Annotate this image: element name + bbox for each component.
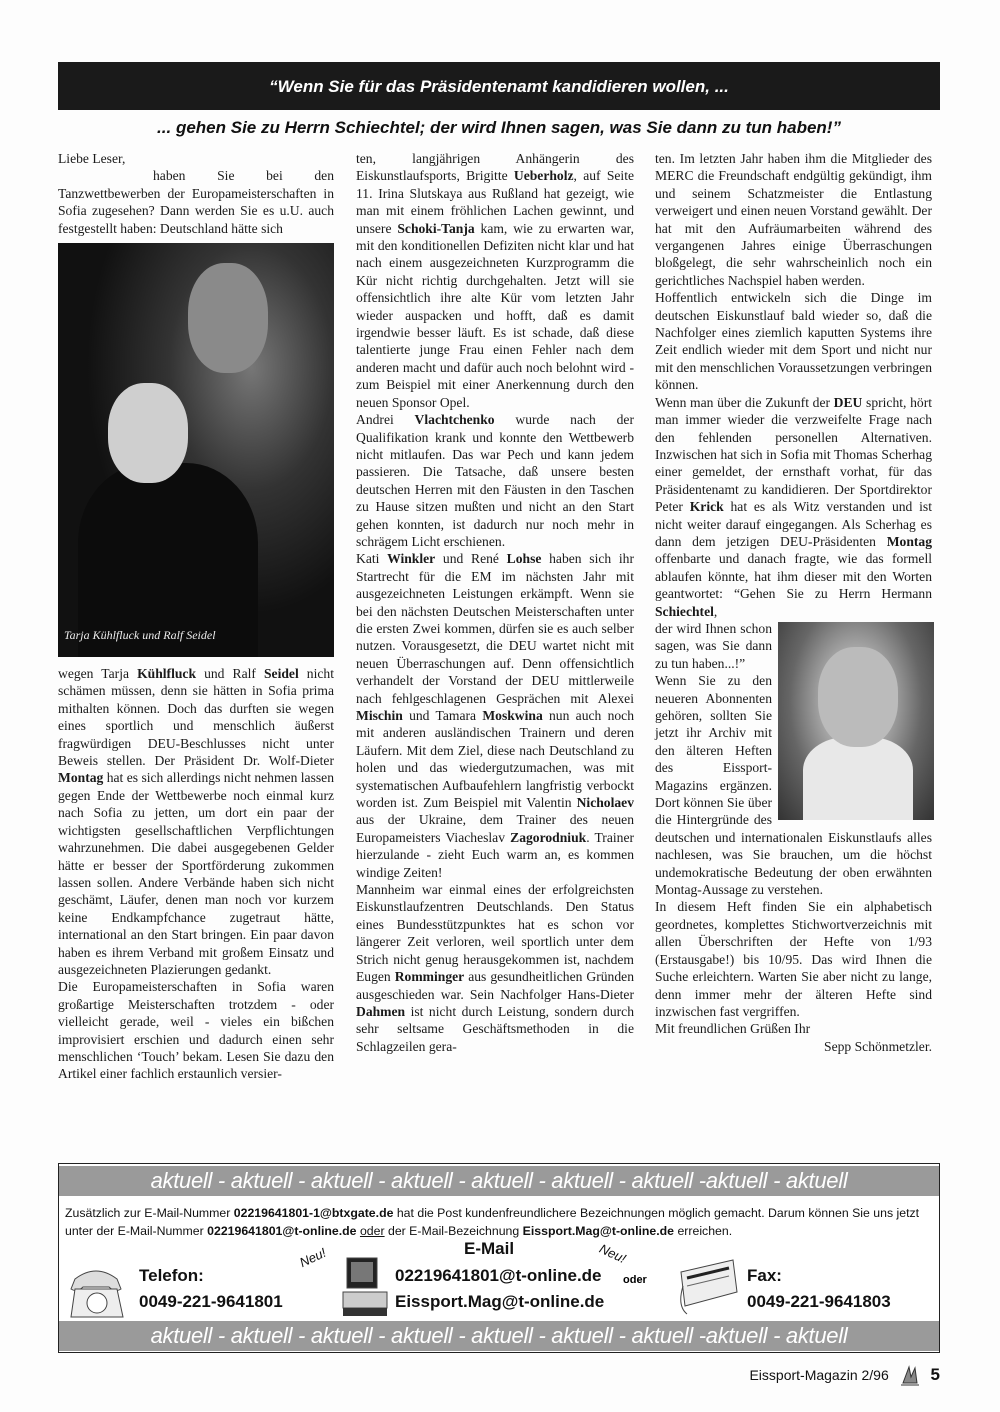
bold-name: Lohse bbox=[506, 551, 542, 567]
text-run: In diesem Heft finden Sie ein alphabetisch geordnetes, komplettes Stichwortverzeichnis mit allen Überschriften der Hefte von 1/93 (Erstausgabe!) bis 10/95. Das wird Ihnen die Suche erleichtern. Warten Sie aber nicht zu lange, denn immer mehr der älteren Hefte sind inzwischen fast vergriffen. bbox=[655, 899, 932, 1019]
text-run: ten, langjährigen Anhängerin des Eiskunstlaufsports, Brigitte bbox=[356, 151, 634, 184]
contact-box bbox=[58, 1163, 940, 1353]
email-address-2[interactable]: Eissport.Mag@t-online.de bbox=[395, 1292, 605, 1311]
aktuell-band-bottom: aktuell - aktuell - aktuell - aktuell - aktuell - aktuell - aktuell -aktuell - aktuell bbox=[59, 1321, 939, 1351]
paragraph bbox=[58, 665, 334, 978]
text-run: spricht, hört man immer wieder die verzweifelte Frage nach den fehlenden personellen Alternativen. Inzwischen hat sich in Sofia mit Thomas Scherhag einer gemeldet, der ernsthaft vorhat, für das Präsidentenamt zu kandidieren. Der Sportdirektor Peter bbox=[655, 394, 932, 515]
paragraph bbox=[356, 150, 634, 411]
signature: Sepp Schönmetzler. bbox=[824, 1038, 932, 1054]
paragraph bbox=[356, 550, 634, 881]
text-run: . Trainer hierzulande - zieht Euch warm an, es kommen windige Zeiten! bbox=[356, 829, 634, 880]
column-1 bbox=[58, 150, 334, 1083]
text-run: Andrei bbox=[356, 412, 415, 428]
text-run: hat es als Witz verstanden und ist nicht weiter darauf eingegangen. Als Scherhag es dann dem jetzigen DEU-Präsidenten bbox=[655, 499, 932, 549]
bold-name: Dahmen bbox=[356, 1003, 406, 1019]
text-run: ist nicht durch Leistung, sondern durch sehr seltsame Geschäftsmethoden in die Schlagzeilen gera- bbox=[356, 1003, 634, 1054]
text-run: kam, wie zu erwarten war, mit den konditionellen Defiziten nicht klar und hat nach einem ausgezeichneten Kurzprogramm die Kür nicht richtig durchgehalten. Jetzt will sie offensichtlich ihre alte Kür vom letzten Jahr wieder auspacken und hofft, daß es damit irgendwie besser läuft. Es ist schade, daß diese talentierte junge Frau einen Fehler nach dem anderen macht und dafür auch noch belohnt wird - zum Beispiel mit einer Anerkennung durch den neuen Sponsor Opel. bbox=[356, 220, 634, 410]
bold-name: Ueberholz bbox=[513, 168, 574, 184]
text-run: hat es sich allerdings nicht nehmen lassen gegen Ende der Wettbewerbe noch einmal kurz nach Sofia zu jetten, um dort ein paar der wichtigsten gesellschaftlichen Verpflichtungen wahrzunehmen. Die dabei ausgegebenen Gelder hätte er besser der Sportförderung zukommen lassen sollen. Andere Verbände haben sich nicht geschämt, Läufer, denen man noch vor kurzem keine Endkampfchance zugetraut hätte, international an den Start bringen. Ein paar davon haben es ihrem Verband mit großem Einsatz und ausgezeichneten Plazierungen gedankt. bbox=[58, 770, 334, 977]
paragraph bbox=[58, 167, 334, 237]
bold-name: DEU bbox=[833, 394, 863, 410]
page-footer bbox=[749, 1365, 940, 1387]
text-run: Die Europameisterschaften in Sofia waren großartige Meisterschaften trotzdem - oder vielleicht gerade, weil - vieles ein bißchen improvisiert erschien und dadurch einen sehr menschlichen ‘Touch’ bekam. Lesen Sie dazu den Artikel einer fachlich erstaunlich versier- bbox=[58, 979, 334, 1082]
new-badge: Neu! bbox=[597, 1240, 629, 1267]
text-run: Wenn man über die Zukunft der bbox=[655, 394, 834, 410]
text-run: oder bbox=[359, 1224, 385, 1238]
text-run: nicht schämen müssen, denn sie hätten in Sofia prima mithalten können. Doch das durften sie wegen eines sportlich und menschlich äußerst fragwürdigen DEU-Beschlusses nicht unter Beweis stellen. Der Präsident Dr. Wolf-Dieter bbox=[58, 666, 334, 769]
text-run: erreichen. bbox=[674, 1224, 733, 1238]
text-run: hat die Post kundenfreundlichere Bezeichnungen möglich gemacht. Darum können Sie uns jetzt unter der E-Mail-Nummer bbox=[65, 1206, 920, 1238]
paragraph bbox=[655, 289, 932, 393]
paragraph bbox=[58, 978, 334, 1082]
bold-name: Montag bbox=[58, 770, 104, 786]
contact-intro bbox=[65, 1204, 935, 1240]
telefon-number[interactable]: 0049-221-9641801 bbox=[139, 1292, 283, 1311]
text-run: haben sich ihr Startrecht für die EM im nächsten Jahr mit ausgezeichneten Leistungen erkämpft. Wenn sie bei den nächsten Deutschen Meisterschaften unter die ersten Zwei kommen, dürfen sie es auch selber nutzen. Vorausgesetzt, die DEU wartet nicht mit neuen Überraschungen auf. Denn offensichtlich verhandelt der Vorstand der DEU mittlerweile nach fehlgeschlagenen Gesprächen mit Alexei bbox=[356, 551, 634, 706]
fax-number[interactable]: 0049-221-9641803 bbox=[747, 1292, 891, 1311]
headline-subline: ... gehen Sie zu Herrn Schiechtel; der wird Ihnen sagen, was Sie dann zu tun haben!” bbox=[157, 118, 841, 137]
magazine-logo-icon bbox=[899, 1365, 921, 1387]
telephone-icon bbox=[67, 1259, 125, 1321]
fax-label: Fax: bbox=[747, 1266, 782, 1285]
text-run: Zusätzlich zur E-Mail-Nummer bbox=[65, 1206, 234, 1220]
telefon-label: Telefon: bbox=[139, 1266, 204, 1285]
bold-name: Zagorodniuk bbox=[510, 829, 587, 845]
email-address-1[interactable]: 02219641801@t-online.de bbox=[395, 1266, 602, 1285]
text-run: wurde nach der Qualifikation krank und konnte den Wettbewerb nicht mitlaufen. Das war Pech und kann jedem passieren. Die Tatsache, daß unsere besten deutschen Herren mit den Fäusten in den Taschen zu Hause sitzen mußten und nicht an den Start gehen konnten, ist dadurch nur noch mehr in schrägem Licht erschienen. bbox=[356, 412, 634, 549]
bold-name: 02219641801@t-online.de bbox=[207, 1224, 357, 1238]
paragraph bbox=[356, 881, 634, 1055]
text-run: und Tamara bbox=[402, 708, 483, 723]
greeting: Liebe Leser, bbox=[58, 151, 126, 166]
text-run: aus der Ukraine, dem Trainer des neuen Europameisters Viacheslav bbox=[356, 812, 634, 845]
bold-name: Mischin bbox=[356, 708, 403, 723]
text-run: Hoffentlich entwickeln sich die Dinge im deutschen Eiskunstlauf bald wieder so, daß die Nachfolger eines ziemlich kaputten Systems ihre Zeit endlich wieder mit dem Sport und nicht nur mit den menschlichen Voraussetzungen verbringen können. bbox=[655, 290, 932, 393]
photo-caption: Tarja Kühlfluck und Ralf Seidel bbox=[64, 628, 216, 643]
bold-name: Nicholaev bbox=[576, 795, 634, 811]
bold-name: Moskwina bbox=[482, 708, 543, 723]
column-3 bbox=[655, 150, 932, 1055]
bold-name: Krick bbox=[689, 499, 724, 515]
bold-name: Eissport.Mag@t-online.de bbox=[522, 1224, 675, 1238]
text-run: , auf Seite 11. Irina Slutskaya aus Rußland hat gezeigt, wie man mit einem fröhlichen Lachen gewinnt, und unsere bbox=[356, 168, 634, 236]
new-badge: Neu! bbox=[297, 1244, 329, 1271]
bold-name: Vlachtchenko bbox=[414, 412, 495, 428]
text-run: und René bbox=[435, 551, 507, 567]
text-run: und Ralf bbox=[196, 666, 264, 682]
paragraph bbox=[655, 1020, 932, 1037]
text-run: der wird Ihnen schon sagen, was Sie dann zu tun haben...!” bbox=[655, 620, 772, 671]
email-label: E-Mail bbox=[464, 1239, 515, 1258]
paragraph bbox=[356, 411, 634, 550]
page-number: 5 bbox=[930, 1365, 940, 1384]
text-run: Mit freundlichen Grüßen Ihr bbox=[655, 1021, 811, 1037]
bold-name: Schiechtel bbox=[655, 603, 714, 619]
text-run: ten. Im letzten Jahr haben ihm die Mitglieder des MERC die Freundschaft endgültig gekündigt, ihm und seinem Schatzmeister die Entlastung verweigert und einen neuen Vorstand gewählt. Der hat mit den Aufräumarbeiten während des vergangenen Jahres einige Überraschungen bloßgelegt, die sehr wahrscheinlich noch ein gerichtliches Nachspiel haben werden. bbox=[655, 151, 932, 288]
text-run: offenbarte und danach fragte, wie das formell ablaufen könnte, hat ihm dieser mit den Worten geantwortet: “Gehen Sie zu Herrn Hermann bbox=[655, 551, 932, 602]
bold-name: Kühlfluck bbox=[137, 666, 197, 682]
text-run: nun auch noch mit anderen ausländischen Trainern und deren Läufern. Mit dem Ziel, diese nach Deutschland zu holen und das wiedergutzumachen, was mit systematischen Aufbaufehlern langfristig verbockt worden ist. Zum Beispiel mit Valentin bbox=[356, 708, 634, 811]
bold-name: Schoki-Tanja bbox=[397, 220, 475, 236]
photo-skaters bbox=[58, 243, 334, 657]
aktuell-band-top: aktuell - aktuell - aktuell - aktuell - aktuell - aktuell - aktuell -aktuell - aktuell bbox=[59, 1166, 939, 1196]
bold-name: Montag bbox=[886, 533, 932, 549]
paragraph bbox=[655, 394, 932, 620]
text-run: Mannheim war einmal eines der erfolgreichsten Eiskunstlaufzentren Deutschlands. Den Status eines Bundesstützpunktes hat es schon vor längerer Zeit verloren, weil sportlich unter dem Strich nicht genug herausgekommen ist, nachdem Eugen bbox=[356, 882, 634, 985]
bold-name: Winkler bbox=[387, 551, 436, 567]
text-run: wegen Tarja bbox=[58, 666, 138, 682]
headline-bar bbox=[58, 62, 940, 110]
text-run: Wenn Sie zu den neueren Abonnenten gehören, sollten Sie jetzt ihr Archiv mit den älteren Heften des Eissport-Magazins ergänzen. Dort können Sie über die Hintergründe des deutschen und internationalen Eiskunstlaufs alles nachlesen, was Sie brauchen, um die höchst undemokratische Bedeutung der oben erwähnten Montag-Aussage zu verstehen. bbox=[655, 673, 932, 898]
column-2 bbox=[356, 150, 634, 1055]
headline-quote: “Wenn Sie für das Präsidentenamt kandidieren wollen, ... bbox=[269, 77, 729, 96]
fax-machine-icon bbox=[677, 1256, 739, 1318]
text-run: der E-Mail-Bezeichnung bbox=[384, 1224, 523, 1238]
photo-author-portrait bbox=[778, 622, 934, 820]
text-run: aus gesundheitlichen Gründen ausgeschieden war. Sein Nachfolger Hans-Dieter bbox=[356, 969, 634, 1002]
bold-name: Romminger bbox=[394, 969, 465, 985]
paragraph bbox=[655, 150, 932, 289]
magazine-issue: Eissport-Magazin 2/96 bbox=[749, 1367, 889, 1383]
oder-label: oder bbox=[623, 1274, 647, 1286]
text-run: Kati bbox=[356, 551, 388, 567]
bold-name: 02219641801-1@btxgate.de bbox=[233, 1206, 394, 1220]
computer-icon bbox=[341, 1256, 389, 1318]
paragraph bbox=[655, 898, 932, 1020]
text-run: , bbox=[713, 603, 718, 619]
text-run: haben Sie bei den Tanzwettbewerben der Europameisterschaften in Sofia zugesehen? Dann werden Sie es u.U. auch festgestellt haben: Deutschland hätte sich bbox=[58, 168, 334, 236]
bold-name: Seidel bbox=[263, 666, 299, 682]
